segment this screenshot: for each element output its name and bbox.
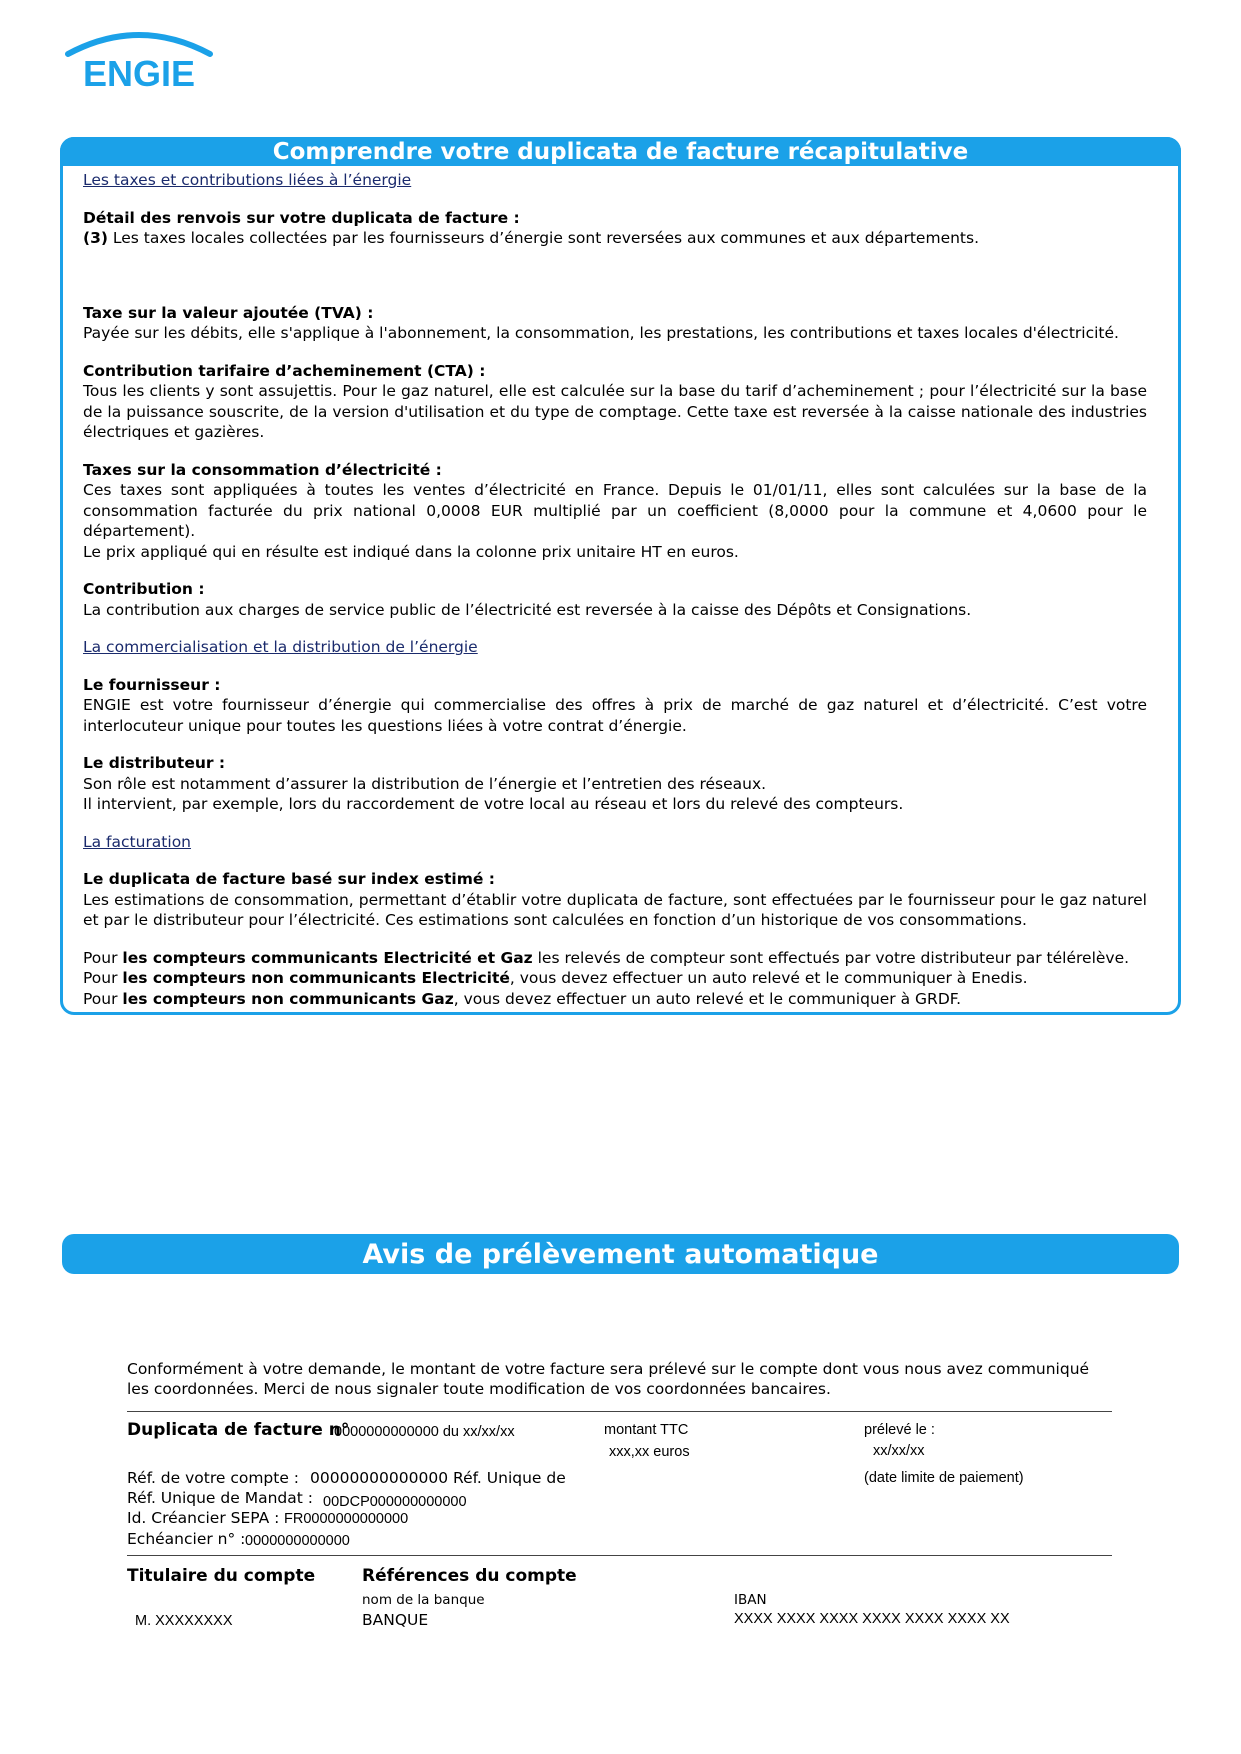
sepa-label: Id. Créancier SEPA :	[127, 1509, 280, 1527]
echeancier-label: Echéancier n° :	[127, 1530, 246, 1548]
prelevement-intro: Conformément à votre demande, le montant de votre facture sera prélevé sur le compte dont vous nous avez communiqué les coordonnées. Merci de nous signaler toute modification de vos coordonnées bancaires.	[127, 1360, 1090, 1398]
tva-text: Payée sur les débits, elle s'applique à l'abonnement, la consommation, les prestations, les contributions et taxes locales d'électricité.	[83, 324, 1119, 342]
mandat-value: 00DCP000000000000	[323, 1494, 467, 1510]
compteurs-line-2: Pour les compteurs non communicants Electricité, vous devez effectuer un auto relevé et le communiquer à Enedis.	[83, 969, 1028, 987]
fournisseur-title: Le fournisseur :	[83, 675, 221, 694]
duplicata-value: 0000000000000 du xx/xx/xx	[334, 1424, 515, 1440]
engie-logo	[64, 24, 214, 96]
references-label: Références du compte	[362, 1566, 577, 1586]
section-commercialisation: La commercialisation et la distribution de l’énergie	[83, 638, 478, 656]
renvois-title: Détail des renvois sur votre duplicata de facture :	[83, 208, 520, 227]
renvoi-3: (3) Les taxes locales collectées par les fournisseurs d’énergie sont reversées aux communes et aux départements.	[83, 229, 980, 247]
iban-value: XXXX XXXX XXXX XXXX XXXX XXXX XX	[734, 1611, 1010, 1627]
cta-text: Tous les clients y sont assujettis. Pour le gaz naturel, elle est calculée sur la base du tarif d’acheminement ; pour l’électricité sur la base de la puissance souscrite, de la version d'utilisation et du type de comptage. Cette taxe est reversée à la caisse nationale des industries électriques et gazières.	[83, 382, 1147, 441]
fournisseur-text: ENGIE est votre fournisseur d’énergie qui commercialise des offres à prix de marché de gaz naturel et d’électricité. C’est votre interlocuteur unique pour toutes les questions liées à votre contrat d’énergie.	[83, 696, 1147, 735]
section-facturation: La facturation	[83, 832, 192, 851]
cta-title: Contribution tarifaire d’acheminement (CTA) :	[83, 361, 486, 380]
sepa-value: FR0000000000000	[284, 1511, 409, 1527]
banque-value: BANQUE	[362, 1611, 429, 1629]
tva-title: Taxe sur la valeur ajoutée (TVA) :	[83, 303, 374, 322]
divider	[127, 1555, 1112, 1556]
divider	[127, 1411, 1112, 1412]
echeancier-value: 0000000000000	[245, 1533, 350, 1549]
tce-text2: Le prix appliqué qui en résulte est indiqué dans la colonne prix unitaire HT en euros.	[83, 542, 739, 561]
ref-compte-value: 00000000000000 Réf. Unique de	[310, 1469, 566, 1487]
compteurs-line-1: Pour les compteurs communicants Electricité et Gaz les relevés de compteur sont effectués par votre distributeur par télérelève.	[83, 948, 1130, 967]
ref-compte-label: Réf. de votre compte :	[127, 1469, 300, 1487]
banque-label: nom de la banque	[362, 1592, 485, 1608]
distributeur-text2: Il intervient, par exemple, lors du raccordement de votre local au réseau et lors du relevé des compteurs.	[83, 795, 904, 813]
info-box-title: Comprendre votre duplicata de facture récapitulative	[272, 139, 969, 165]
estime-text: Les estimations de consommation, permettant d’établir votre duplicata de facture, sont effectuées par le fournisseur pour le gaz naturel et par le distributeur pour l’électricité. Ces estimations sont calculées en fonction d’un historique de vos consommations.	[83, 890, 1147, 929]
info-content	[83, 170, 1147, 1009]
contribution-title: Contribution :	[83, 580, 205, 598]
logo-text: ENGIE	[82, 53, 196, 94]
prelevement-title: Avis de prélèvement automatique	[362, 1239, 879, 1270]
date-limite: (date limite de paiement)	[864, 1470, 1024, 1486]
duplicata-label: Duplicata de facture n°	[127, 1420, 350, 1440]
estime-title: Le duplicata de facture basé sur index estimé :	[83, 870, 495, 888]
iban-label: IBAN	[734, 1592, 767, 1608]
section-taxes: Les taxes et contributions liées à l’énergie	[83, 171, 412, 189]
montant-value: xxx,xx euros	[609, 1444, 690, 1460]
preleve-label: prélevé le :	[864, 1422, 935, 1438]
compteurs-line-3: Pour les compteurs non communicants Gaz, vous devez effectuer un auto relevé et le communiquer à GRDF.	[83, 989, 962, 1008]
preleve-value: xx/xx/xx	[873, 1443, 925, 1459]
titulaire-label: Titulaire du compte	[127, 1566, 316, 1586]
tce-text: Ces taxes sont appliquées à toutes les ventes d’électricité en France. Depuis le 01/01/11, elles sont calculées sur la base de la consommation facturée du prix national 0,0008 EUR multiplié par un coefficient (8,0000 pour la commune et 4,0600 pour le département).	[83, 481, 1147, 540]
distributeur-title: Le distributeur :	[83, 754, 226, 772]
distributeur-text1: Son rôle est notamment d’assurer la distribution de l’énergie et l’entretien des réseaux.	[83, 774, 767, 793]
titulaire-value: M. XXXXXXXX	[135, 1613, 233, 1629]
contribution-text: La contribution aux charges de service public de l’électricité est reversée à la caisse des Dépôts et Consignations.	[83, 600, 972, 619]
tce-title: Taxes sur la consommation d’électricité :	[83, 460, 442, 479]
montant-label: montant TTC	[604, 1422, 689, 1438]
mandat-label: Réf. Unique de Mandat :	[127, 1489, 313, 1507]
